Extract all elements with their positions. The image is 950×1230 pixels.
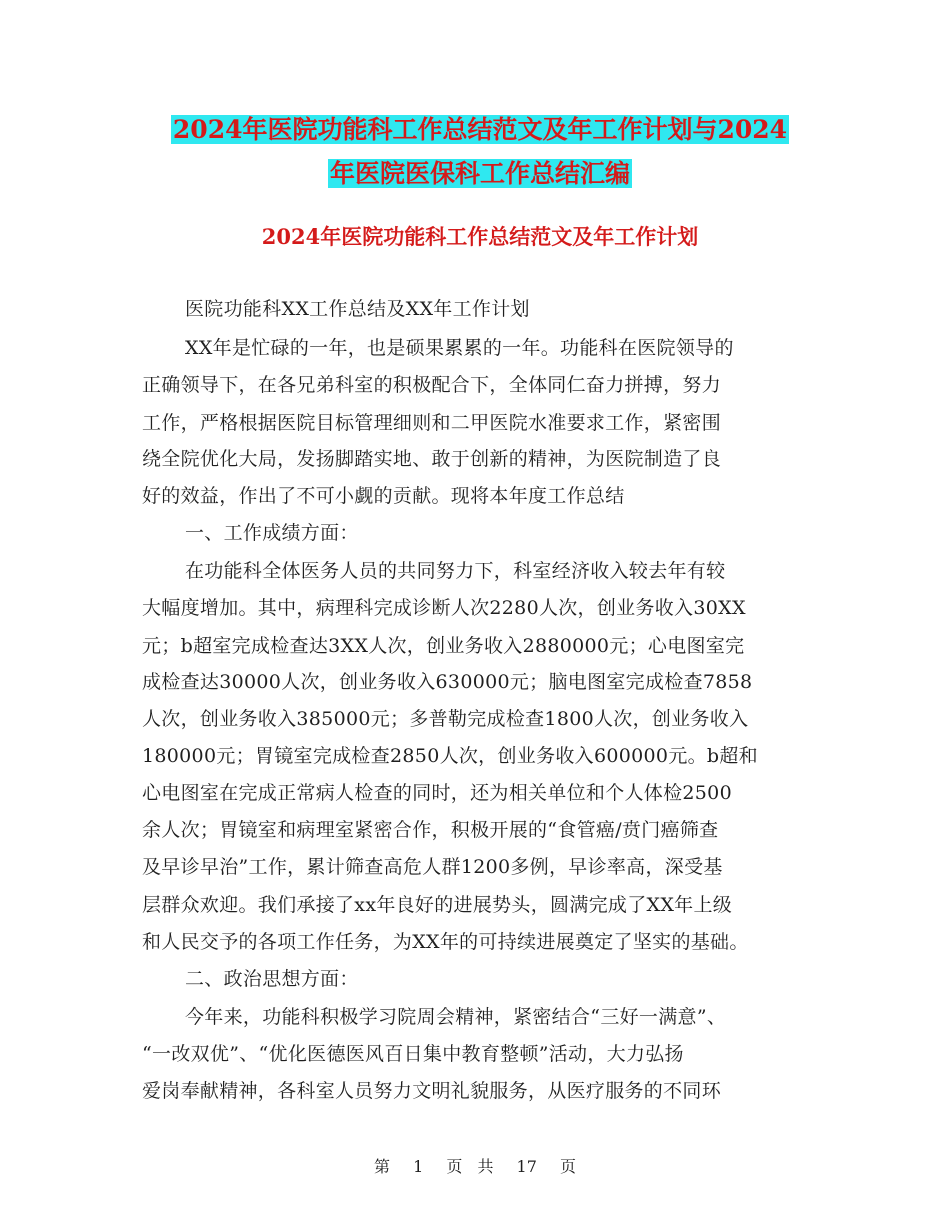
main-title-line-1: [140, 112, 820, 148]
paragraph-line: 层群众欢迎。我们承接了xx年良好的进展势头，圆满完成了XX年上级: [142, 894, 733, 916]
paragraph-line: 心电图室在完成正常病人检查的同时，还为相关单位和个人体检2500: [142, 782, 732, 804]
paragraph-line: 工作，严格根据医院目标管理细则和二甲医院水准要求工作，紧密围: [142, 412, 722, 434]
paragraph-line: 在功能科全体医务人员的共同努力下，科室经济收入较去年有较: [185, 560, 726, 582]
paragraph-line: 绕全院优化大局，发扬脚踏实地、敢于创新的精神，为医院制造了良: [142, 448, 722, 470]
paragraph-line: 人次，创业务收入385000元；多普勒完成检查1800人次，创业务收入: [142, 708, 749, 730]
main-title-highlight-1: 2024年医院功能科工作总结范文及年工作计划与2024: [172, 115, 788, 144]
paragraph-line: XX年是忙碌的一年，也是硕果累累的一年。功能科在医院领导的: [185, 337, 734, 359]
footer-total-pages: 17: [516, 1157, 537, 1176]
paragraph-line: 好的效益，作出了不可小觑的贡献。现将本年度工作总结: [142, 485, 625, 507]
footer-prefix: 第: [373, 1157, 390, 1176]
paragraph-line: 成检查达30000人次，创业务收入630000元；脑电图室完成检查7858: [142, 671, 753, 693]
main-title-line-2: [140, 156, 820, 192]
paragraph-line: 正确领导下，在各兄弟科室的积极配合下，全体同仁奋力拼搏，努力: [142, 374, 722, 396]
paragraph-line: 今年来，功能科积极学习院周会精神，紧密结合“三好一满意”、: [185, 1006, 727, 1028]
section-heading: 二、政治思想方面：: [185, 968, 359, 990]
paragraph-line: 180000元；胃镜室完成检查2850人次，创业务收入600000元。b超和: [142, 745, 758, 767]
paragraph-line: 元；b超室完成检查达3XX人次，创业务收入2880000元；心电图室完: [142, 635, 745, 657]
paragraph-line: 及早诊早治”工作，累计筛查高危人群1200多例，早诊率高，深受基: [142, 856, 723, 878]
footer-suffix: 页: [560, 1157, 577, 1176]
page-footer: [0, 1154, 950, 1177]
footer-middle: 页 共: [446, 1157, 494, 1176]
section-heading: 一、工作成绩方面：: [185, 522, 359, 544]
footer-page-number: 1: [413, 1157, 424, 1176]
paragraph-line: “一改双优”、“优化医德医风百日集中教育整顿”活动，大力弘扬: [142, 1043, 684, 1065]
paragraph-line: 爱岗奉献精神，各科室人员努力文明礼貌服务，从医疗服务的不同环: [142, 1080, 722, 1102]
paragraph-line: 大幅度增加。其中，病理科完成诊断人次2280人次，创业务收入30XX: [142, 597, 746, 619]
doc-subheading: 医院功能科XX工作总结及XX年工作计划: [185, 298, 530, 320]
paragraph-line: 和人民交予的各项工作任务，为XX年的可持续进展奠定了坚实的基础。: [142, 931, 749, 953]
section-title: 2024年医院功能科工作总结范文及年工作计划: [261, 224, 699, 249]
main-title-highlight-2: 年医院医保科工作总结汇编: [329, 159, 630, 188]
paragraph-line: 余人次；胃镜室和病理室紧密合作，积极开展的“食管癌/贲门癌筛查: [142, 819, 719, 841]
